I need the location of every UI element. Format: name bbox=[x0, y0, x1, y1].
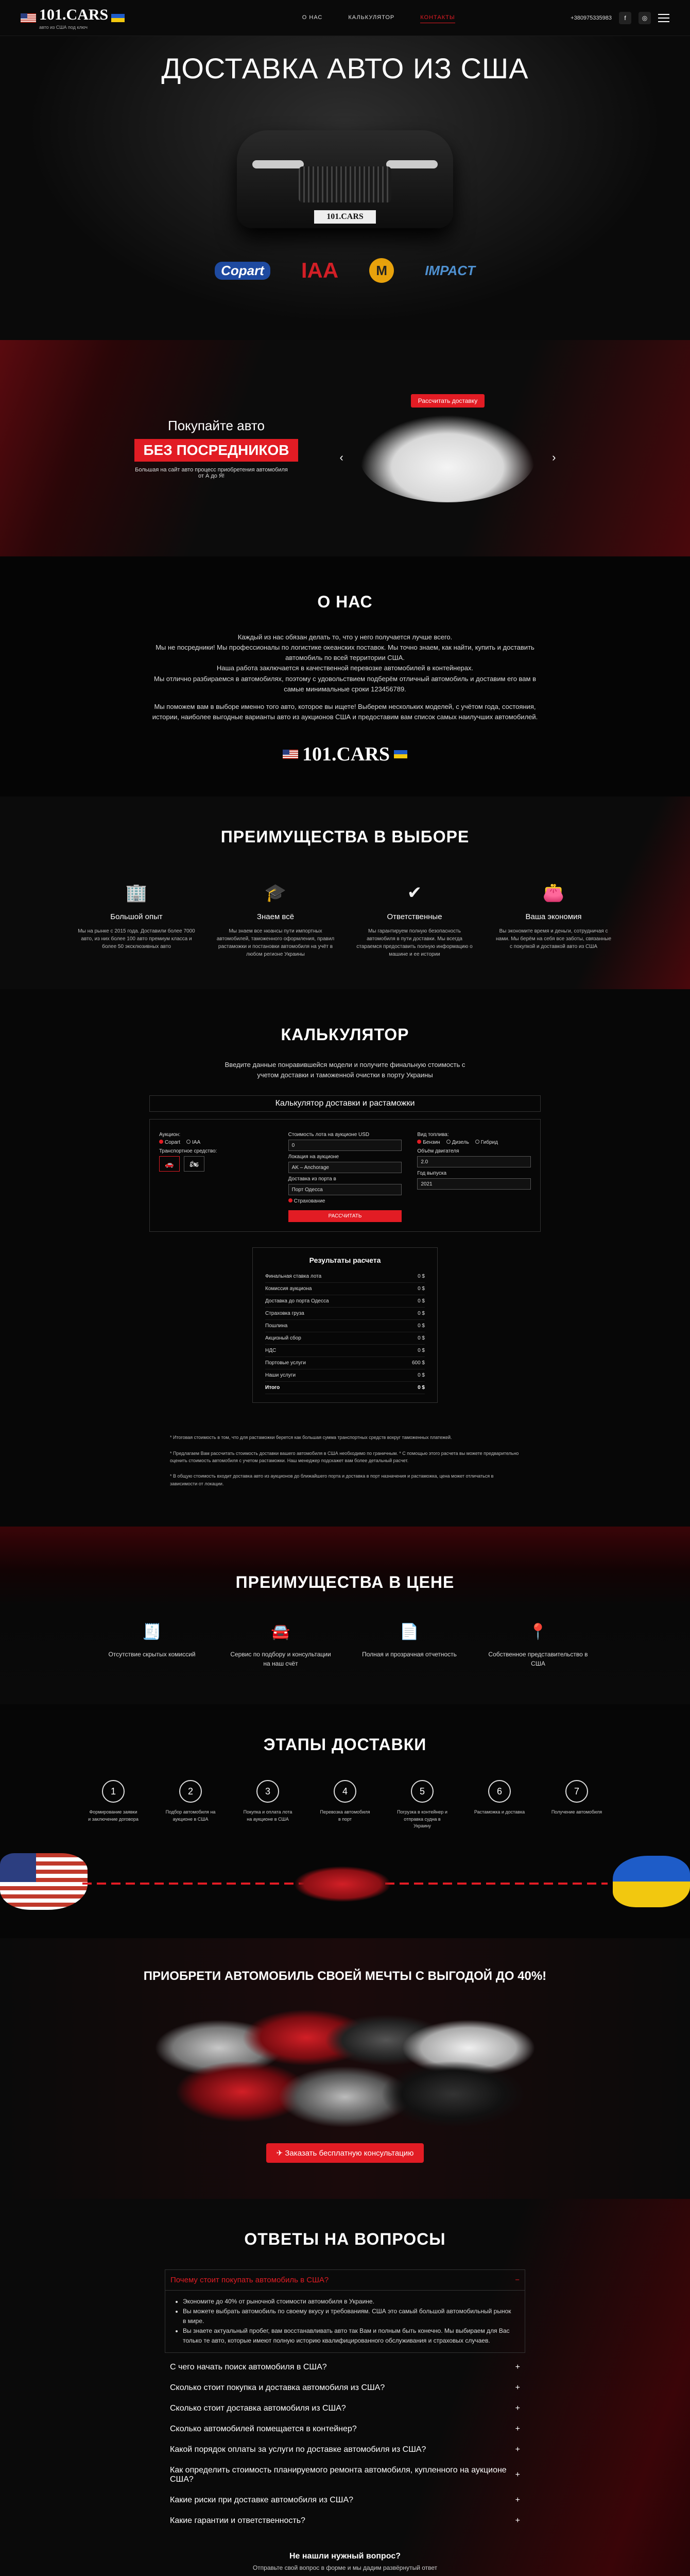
calculator-form bbox=[149, 1119, 541, 1232]
about-paragraph: Мы поможем вам в выборе именно того авто, которое вы ищете! Выберем нескольких моделей, с учётом года, состояния, истории, наиболее выгодные варианты авто из аукционов США и предоставим вам список самых наилучших автомобилей. bbox=[152, 702, 538, 721]
calc-col-fuel bbox=[417, 1129, 531, 1222]
about-paragraph: Мы отлично разбираемся в автомобилях, поэтому с удовольствием подберём отличный автомобиль и доставим его вам в самые минимальные сроки 123456789. bbox=[154, 674, 536, 693]
calculator-notes bbox=[170, 1434, 520, 1487]
promo-banner bbox=[0, 340, 690, 556]
facebook-icon[interactable]: f bbox=[619, 12, 631, 24]
result-row: Портовые услуги 600 $ bbox=[265, 1357, 425, 1369]
result-row: Финальная ставка лота 0 $ bbox=[265, 1270, 425, 1283]
result-row: Наши услуги 0 $ bbox=[265, 1369, 425, 1382]
faq-question-open[interactable]: Почему стоит покупать автомобиль в США? − bbox=[165, 2269, 525, 2291]
port-select[interactable]: Порт Одесса bbox=[288, 1184, 402, 1195]
promo-highlight: БЕЗ ПОСРЕДНИКОВ bbox=[134, 439, 299, 462]
location-label: Локация на аукционе bbox=[288, 1154, 339, 1160]
price-advantages-section bbox=[0, 1527, 690, 1704]
advantage-text: Мы знаем все нюансы пути импортных автомобилей, таможенного оформления, правил растаможки и постановки автомобиля на учёт в любом регионе Украины bbox=[216, 928, 335, 958]
calculate-button[interactable]: РАССЧИТАТЬ bbox=[288, 1210, 402, 1222]
cta-title: ПРИОБРЕТИ АВТОМОБИЛЬ СВОЕЙ МЕЧТЫ С ВЫГОДОЙ ДО 40%! bbox=[143, 1969, 547, 1983]
iaa-logo: IAA bbox=[301, 258, 339, 282]
checkmark-icon: ✔ bbox=[407, 883, 422, 903]
impact-logo: IMPACT bbox=[425, 262, 475, 278]
result-row: Пошлина 0 $ bbox=[265, 1320, 425, 1332]
faq-question[interactable]: Сколько стоит доставка автомобиля из США? + bbox=[170, 2403, 520, 2413]
about-paragraph: Каждый из нас обязан делать то, что у него получается лучше всего. bbox=[237, 633, 453, 641]
faq-question[interactable]: Сколько автомобилей помещается в контейнер? + bbox=[170, 2424, 520, 2433]
faq-question[interactable]: Сколько стоит покупка и доставка автомобиля из США? + bbox=[170, 2383, 520, 2392]
menu-icon[interactable] bbox=[658, 14, 669, 22]
calc-col-auction bbox=[159, 1129, 273, 1222]
plus-icon: + bbox=[515, 2383, 520, 2392]
result-row: Акцизный сбор 0 $ bbox=[265, 1332, 425, 1345]
faq-question[interactable]: Какие гарантии и ответственность? + bbox=[170, 2516, 520, 2525]
ask-question-form bbox=[237, 2552, 453, 2576]
vehicle-type-selector bbox=[159, 1156, 273, 1172]
engine-input[interactable]: 2.0 bbox=[417, 1156, 531, 1167]
nav-item-contacts[interactable]: КОНТАКТЫ bbox=[420, 12, 455, 23]
advantages-title: ПРЕИМУЩЕСТВА В ВЫБОРЕ bbox=[220, 827, 470, 846]
advantage-title: Ваша экономия bbox=[525, 912, 582, 922]
receipt-icon: 🧾 bbox=[142, 1623, 162, 1641]
port-label: Доставка из порта в bbox=[288, 1176, 336, 1182]
price-advantage-item: 📍 Собственное представительство в США bbox=[487, 1623, 590, 1668]
us-flag-icon bbox=[21, 13, 36, 23]
license-plate: 101.CARS bbox=[314, 210, 376, 224]
note: * Предлагаем Вам рассчитать стоимость доставки вашего автомобиля в США необходимо по граничным. * С помощью этого расчета вы можете предварительно оценить стоимость автомобиля с учетом растаможки. Наш менеджер подскажет вам более детальный расчет. bbox=[170, 1450, 519, 1463]
calculator-box-title: Калькулятор доставки и растаможки bbox=[149, 1095, 541, 1112]
result-row: Страховка груза 0 $ bbox=[265, 1308, 425, 1320]
car-icon: 🚘 bbox=[271, 1623, 290, 1641]
price-advantages-grid bbox=[0, 1623, 690, 1668]
building-icon: 🏢 bbox=[125, 883, 148, 903]
result-row: НДС 0 $ bbox=[265, 1345, 425, 1357]
instagram-icon[interactable]: ◎ bbox=[639, 12, 651, 24]
faq-section bbox=[0, 2199, 690, 2576]
route-illustration bbox=[0, 1851, 690, 1918]
minus-icon: − bbox=[515, 2275, 520, 2284]
plus-icon: + bbox=[515, 2470, 520, 2479]
plus-icon: + bbox=[515, 2516, 520, 2525]
stage-item: 5 Погрузка в контейнер и отправка судна в Украину bbox=[396, 1780, 448, 1830]
plus-icon: + bbox=[515, 2495, 520, 2504]
faq-title: ОТВЕТЫ НА ВОПРОСЫ bbox=[244, 2229, 446, 2248]
calculator-section bbox=[0, 989, 690, 1527]
cars-group-image bbox=[154, 2004, 536, 2138]
stage-item: 2 Подбор автомобиля на аукционе в США bbox=[165, 1780, 216, 1830]
faq-question[interactable]: Какой порядок оплаты за услуги по доставке автомобиля из США? + bbox=[170, 2445, 520, 2454]
advantage-text: Мы гарантируем полную безопасность автомобиля в пути доставки. Мы всегда стараемся предоставить полную информацию о машине и ее истории bbox=[356, 928, 473, 958]
stage-item: 7 Получение автомобиля bbox=[551, 1780, 602, 1830]
calculation-result bbox=[252, 1247, 438, 1403]
advantage-item bbox=[355, 883, 474, 958]
promo-slider bbox=[339, 394, 556, 502]
faq-question[interactable]: С чего начать поиск автомобиля в США? + bbox=[170, 2362, 520, 2371]
about-logo-text: 101.CARS bbox=[302, 743, 390, 766]
about-paragraph: Мы не посредники! Мы профессионалы по логистике океанских поставок. Мы точно знаем, как найти, купить и доставить автомобиль по всей территории США. bbox=[156, 643, 534, 662]
calculate-delivery-button[interactable]: Рассчитать доставку bbox=[411, 394, 485, 408]
price-advantage-item: 🧾 Отсутствие скрытых комиссий bbox=[100, 1623, 203, 1668]
location-pin-icon: 📍 bbox=[528, 1623, 548, 1641]
logo[interactable] bbox=[21, 6, 125, 30]
advantage-text: Мы на рынке с 2015 года. Доставили более 7000 авто, из них более 100 авто премиум класса и более 50 эксклюзивных авто bbox=[78, 928, 195, 950]
fuel-radio-hybrid[interactable]: Гибрид bbox=[475, 1140, 498, 1145]
fuel-radio-petrol[interactable]: Бензин bbox=[417, 1140, 440, 1145]
auction-logos bbox=[0, 258, 690, 283]
plus-icon: + bbox=[515, 2403, 520, 2413]
advantages-grid bbox=[0, 883, 690, 958]
header bbox=[0, 0, 690, 36]
auction-radio-copart[interactable]: Copart bbox=[159, 1140, 180, 1145]
advantage-title: Ответственные bbox=[387, 912, 442, 922]
advantage-title: Знаем всё bbox=[256, 912, 295, 922]
auction-radio-iaa[interactable]: IAA bbox=[186, 1140, 200, 1145]
auction-label: Аукцион: bbox=[159, 1132, 181, 1138]
plus-icon: + bbox=[515, 2362, 520, 2371]
us-flag-icon bbox=[283, 750, 298, 759]
price-advantage-item: 🚘 Сервис по подбору и консультации на наш счёт bbox=[229, 1623, 332, 1668]
stages-grid bbox=[0, 1780, 690, 1830]
stages-section bbox=[0, 1704, 690, 1938]
about-title: О НАС bbox=[317, 592, 373, 611]
advantage-item bbox=[216, 883, 335, 958]
faq-answer: • Экономите до 40% от рыночной стоимости автомобиля в Украине. • Вы можете выбрать автомобиль по своему вкусу и требованиям. США это самый большой автомобильный рынок в мире. • Вы знаете актуальный пробег, вам восстанавливать авто так Вам и полным быть конечно. Мы выбираем для Вас только те авто, которые имеют полную историю квалифицированного обслуживания и страховых случаев. bbox=[165, 2291, 525, 2353]
manheim-logo: M bbox=[369, 258, 394, 283]
calculator-title: КАЛЬКУЛЯТОР bbox=[281, 1025, 409, 1044]
logo-subtitle: авто из США под ключ bbox=[39, 24, 88, 30]
stage-item: 3 Покупка и оплата лота на аукционе в США bbox=[242, 1780, 294, 1830]
ukraine-map-image bbox=[613, 1856, 690, 1907]
price-advantage-item: 📄 Полная и прозрачная отчетность bbox=[358, 1623, 461, 1668]
graduation-cap-icon: 🎓 bbox=[264, 883, 287, 903]
result-total: Итого 0 $ bbox=[265, 1382, 425, 1394]
result-title: Результаты расчета bbox=[309, 1256, 381, 1265]
price-advantages-title: ПРЕИМУЩЕСТВА В ЦЕНЕ bbox=[235, 1573, 455, 1592]
engine-label: Объём двигателя bbox=[417, 1148, 459, 1155]
advantage-title: Большой опыт bbox=[110, 912, 163, 922]
promo-line1: Покупайте авто bbox=[168, 417, 265, 433]
about-section bbox=[0, 556, 690, 796]
advantage-text: Вы экономите время и деньги, сотрудничая с нами. Мы берём на себя все заботы, связанные с покупкой и доставкой авто из США bbox=[496, 928, 611, 950]
fuel-label: Вид топлива: bbox=[417, 1132, 449, 1138]
price-label: Стоимость лота на аукционе USD bbox=[288, 1132, 370, 1138]
year-label: Год выпуска bbox=[417, 1171, 447, 1177]
stage-item: 6 Растаможка и доставка bbox=[474, 1780, 525, 1830]
calc-col-price bbox=[288, 1129, 402, 1222]
ask-title: Не нашли нужный вопрос? bbox=[289, 2551, 401, 2561]
price-input[interactable]: 0 bbox=[288, 1140, 402, 1151]
calculator-intro: Введите данные понравившейся модели и получите финальную стоимость с учетом доставки и таможенной очистки в порту Украины bbox=[225, 1061, 465, 1079]
slider-prev-icon[interactable]: ‹ bbox=[339, 451, 343, 464]
moto-type-icon[interactable]: 🏍 bbox=[184, 1156, 204, 1172]
hero bbox=[0, 36, 690, 340]
year-select[interactable]: 2021 bbox=[417, 1178, 531, 1190]
header-right bbox=[571, 12, 669, 24]
cta-section bbox=[0, 1938, 690, 2199]
location-select[interactable]: AK – Anchorage bbox=[288, 1162, 402, 1173]
logo-text: 101.CARS bbox=[39, 6, 109, 23]
wallet-icon: 👛 bbox=[542, 883, 565, 903]
document-icon: 📄 bbox=[400, 1623, 419, 1641]
advantage-item bbox=[494, 883, 613, 958]
about-logo bbox=[0, 743, 690, 766]
promo-text bbox=[134, 418, 299, 479]
note: * В общую стоимость входит доставка авто из аукционов до ближайшего порта и доставка в порт назначения и растаможка, цена может отличаться в зависимости от локации. bbox=[170, 1473, 494, 1486]
result-row: Доставка до порта Одесса 0 $ bbox=[265, 1295, 425, 1308]
free-consultation-button[interactable]: ✈ Заказать бесплатную консультацию bbox=[266, 2143, 424, 2163]
advantages-section bbox=[0, 796, 690, 989]
plus-icon: + bbox=[515, 2424, 520, 2433]
plus-icon: + bbox=[515, 2445, 520, 2454]
nav-item-calculator[interactable]: КАЛЬКУЛЯТОР bbox=[348, 14, 395, 21]
stage-item: 1 Формирование заявки и заключение договора bbox=[88, 1780, 139, 1830]
promo-car-image bbox=[360, 415, 535, 502]
slider-next-icon[interactable]: › bbox=[552, 451, 556, 464]
faq-question[interactable]: Какие риски при доставке автомобиля из США? + bbox=[170, 2495, 520, 2504]
header-phone[interactable]: +380975335983 bbox=[571, 14, 612, 21]
faq-question[interactable]: Как определить стоимость планируемого ремонта автомобиля, купленного на аукционе США? + bbox=[170, 2465, 520, 2484]
result-row: Комиссия аукциона 0 $ bbox=[265, 1283, 425, 1295]
stages-title: ЭТАПЫ ДОСТАВКИ bbox=[263, 1735, 427, 1754]
note: * Итоговая стоимость в том, что для растаможки берется как большая сумма транспортных средств вокруг таможенных платежей. bbox=[170, 1435, 452, 1440]
hero-title: ДОСТАВКА АВТО ИЗ США bbox=[161, 52, 529, 84]
faq-list bbox=[165, 2269, 525, 2531]
main-nav bbox=[240, 12, 455, 23]
ua-flag-icon bbox=[111, 14, 125, 22]
about-paragraph: Наша работа заключается в качественной перевозке автомобилей в контейнерах. bbox=[216, 664, 474, 672]
ask-text: Отправьте свой вопрос в форме и мы дадим развёрнутый ответ bbox=[252, 2564, 438, 2571]
advantage-item bbox=[77, 883, 196, 958]
fuel-radio-diesel[interactable]: Дизель bbox=[446, 1140, 469, 1145]
vehicle-type-label: Транспортное средство: bbox=[159, 1148, 217, 1155]
insurance-checkbox[interactable]: Страхование bbox=[288, 1198, 402, 1204]
red-car-image bbox=[294, 1866, 391, 1902]
copart-logo: Copart bbox=[215, 262, 270, 280]
car-type-icon[interactable]: 🚗 bbox=[159, 1156, 180, 1172]
stage-item: 4 Перевозка автомобиля в порт bbox=[319, 1780, 371, 1830]
ua-flag-icon bbox=[394, 750, 407, 758]
usa-map-image bbox=[0, 1853, 88, 1910]
hero-car-image bbox=[232, 99, 458, 249]
nav-item-about[interactable]: О НАС bbox=[302, 14, 323, 21]
promo-subtext: Большая на сайт авто процесс приобретения автомобиля от А до Я! bbox=[135, 466, 288, 479]
